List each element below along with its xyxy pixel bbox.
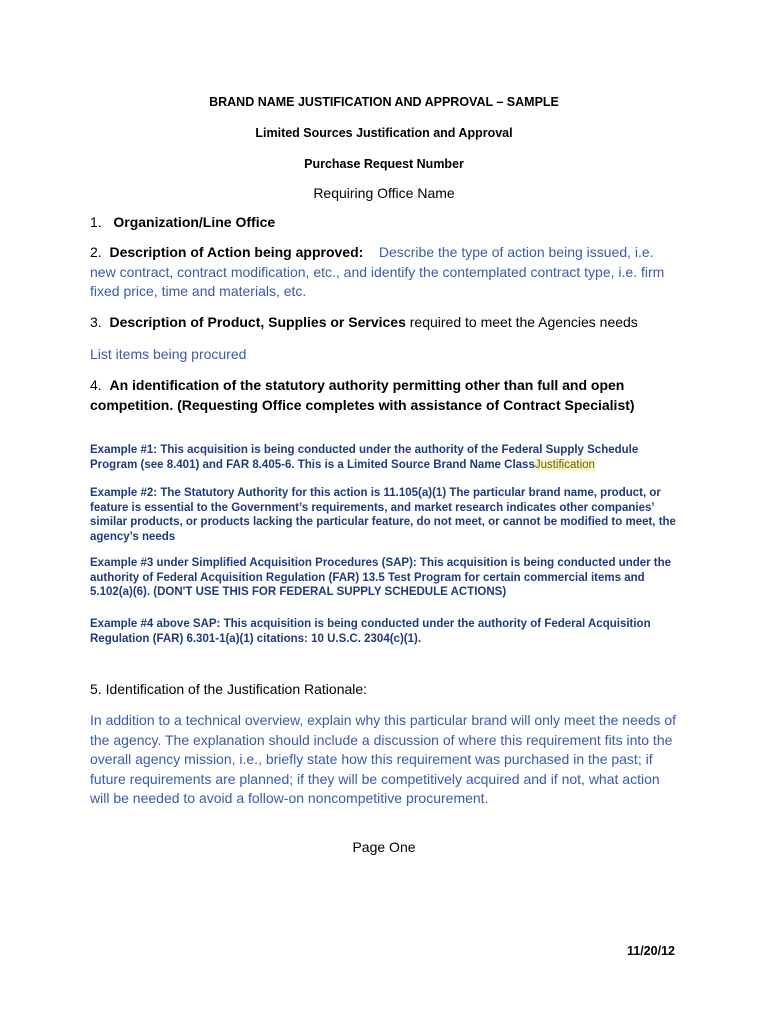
section-4-number: 4. [90, 377, 102, 393]
section-3 [90, 313, 680, 333]
section-1-heading: Organization/Line Office [113, 214, 276, 230]
section-1-number: 1. [90, 214, 102, 230]
section-5-heading: 5. Identification of the Justification Rationale: [90, 681, 368, 697]
document-subtitle: Limited Sources Justification and Approval [255, 126, 513, 140]
document-date: 11/20/12 [627, 944, 675, 958]
section-5-instructions: In addition to a technical overview, explain why this particular brand will only meet the needs of the agency. The explanation should include a discussion of where this requirement fits into the overall agency mission, i.e., briefly state how this requirement was purchased in the past; if future requirements are planned; if they will be competitively acquired and if not, what action will be needed to avoid a follow-on noncompetitive procurement. [90, 712, 676, 806]
purchase-request-number: Purchase Request Number [304, 157, 464, 171]
requiring-office-name: Requiring Office Name [313, 185, 455, 201]
section-3-heading: Description of Product, Supplies or Services [109, 314, 406, 330]
section-3-number: 3. [90, 314, 102, 330]
example-1-text: Example #1: This acquisition is being conducted under the authority of the Federal Supply Schedule Program (see 8.401) and FAR 8.405-6. This is a Limited Source Brand Name Class [90, 444, 639, 471]
section-1 [90, 213, 680, 233]
document-title: BRAND NAME JUSTIFICATION AND APPROVAL – SAMPLE [209, 95, 559, 109]
section-4 [90, 376, 680, 415]
example-2: Example #2: The Statutory Authority for this action is 11.105(a)(1) The particular brand name, product, or feature is essential to the Government’s requirements, and market research indicates other companies’ similar products, or products lacking the particular feature, do not meet, or cannot be modified to meet, the agency’s needs [90, 487, 676, 543]
section-2 [90, 243, 680, 302]
page-number: Page One [352, 839, 416, 855]
example-4: Example #4 above SAP: This acquisition is being conducted under the authority of Federal Acquisition Regulation (FAR) 6.301-1(a)(1) citations: 10 U.S.C. 2304(c)(1). [90, 618, 651, 645]
example-3: Example #3 under Simplified Acquisition Procedures (SAP): This acquisition is being conducted under the authority of Federal Acquisition Regulation (FAR) 13.5 Test Program for certain commercial items and 5.102(a)(6). (DON'T USE THIS FOR FEDERAL SUPPLY SCHEDULE ACTIONS) [90, 557, 672, 598]
section-2-heading: Description of Action being approved: [109, 244, 364, 260]
example-1-highlight: Justification [534, 458, 595, 471]
section-3-list-prompt: List items being procured [90, 346, 247, 362]
section-2-instructions: Describe the type of action being issued, i.e. new contract, contract modification, etc., and identify the contemplated contract type, i.e. firm fixed price, time and materials, etc. [90, 244, 665, 299]
example-1 [90, 443, 680, 472]
section-4-heading: An identification of the statutory authority permitting other than full and open competition. (Requesting Office completes with assistance of Contract Specialist) [90, 377, 635, 413]
section-3-text: required to meet the Agencies needs [405, 314, 638, 330]
section-2-number: 2. [90, 244, 102, 260]
